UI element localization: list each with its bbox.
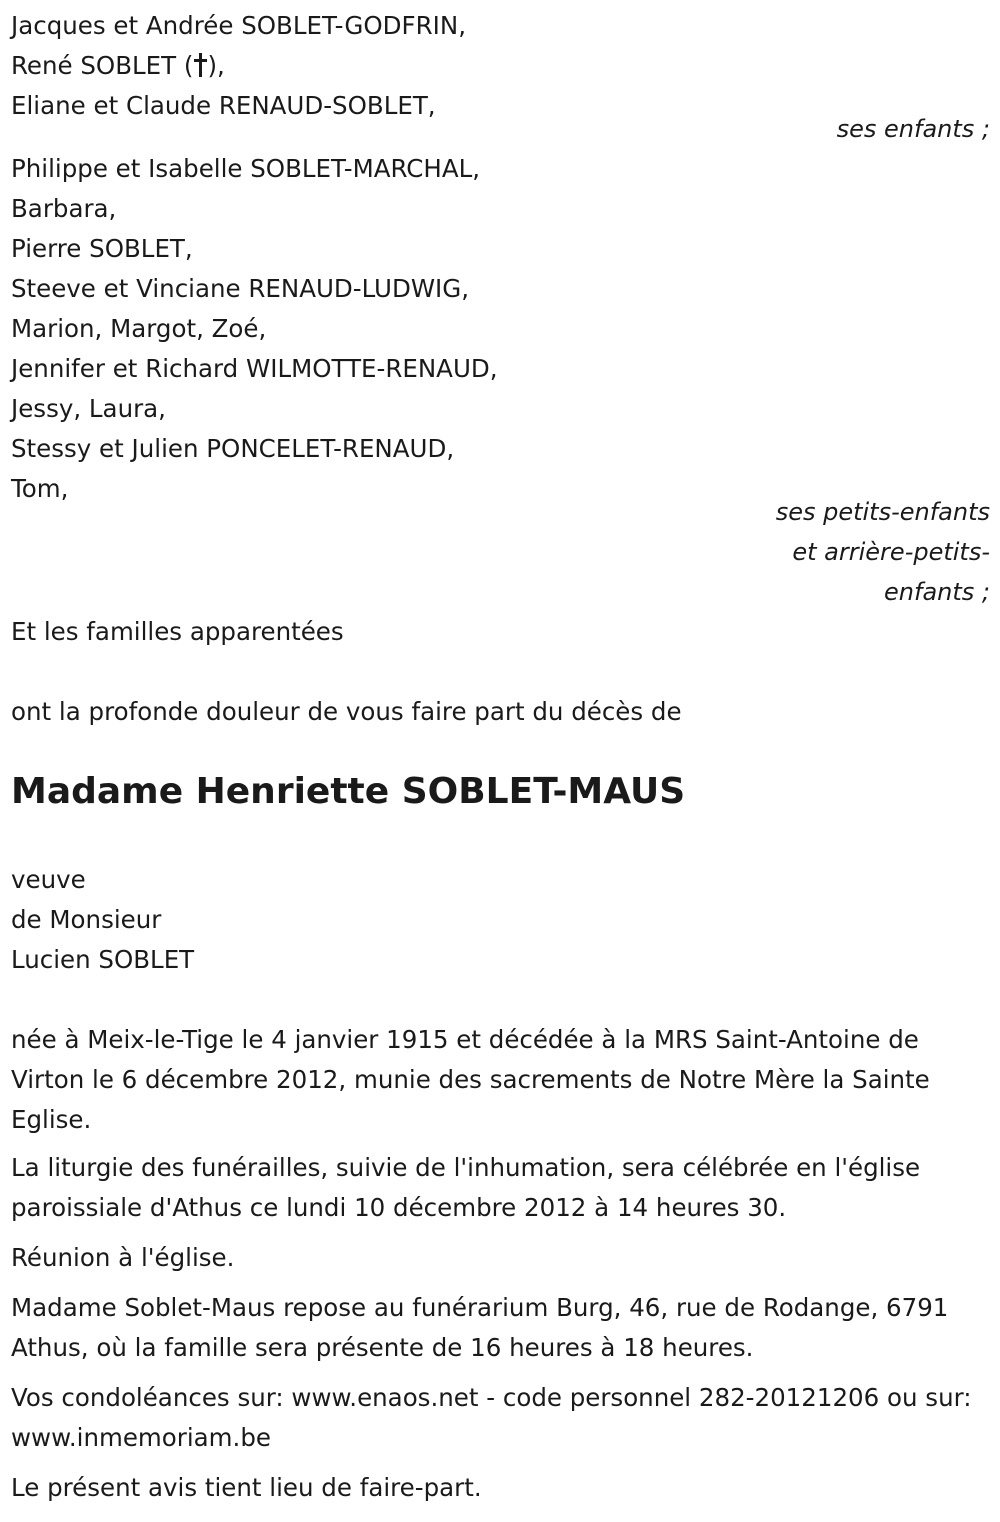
grandchild-line: Tom, [11, 474, 69, 503]
child-line-1: Jacques et Andrée SOBLET-GODFRIN, [11, 11, 467, 40]
grandchild-line: Steeve et Vinciane RENAUD-LUDWIG, [11, 274, 470, 303]
grandchildren-role-3: enfants ; [884, 578, 990, 606]
families-line: Et les familles apparentées [11, 617, 344, 646]
meeting-paragraph: Réunion à l'église. [11, 1243, 235, 1272]
birth-death-paragraph: née à Meix-le-Tige le 4 janvier 1915 et décédée à la MRS Saint-Antoine de Virton le 6 décembre 2012, munie des sacrements de Notre Mère la Sainte Eglise. [11, 1025, 930, 1134]
children-role: ses enfants ; [836, 115, 990, 143]
funeral-paragraph: La liturgie des funérailles, suivie de l'inhumation, sera célébrée en l'église paroissiale d'Athus ce lundi 10 décembre 2012 à 14 heures 30. [11, 1153, 921, 1222]
grandchild-line: Stessy et Julien PONCELET-RENAUD, [11, 434, 455, 463]
widow-line-1: veuve [11, 865, 86, 894]
child-line-2-name: René SOBLET ( [11, 51, 194, 80]
widow-line-3: Lucien SOBLET [11, 945, 195, 974]
grandchild-line: Jessy, Laura, [11, 394, 166, 423]
grandchild-line: Philippe et Isabelle SOBLET-MARCHAL, [11, 154, 481, 183]
grandchild-line: Jennifer et Richard WILMOTTE-RENAUD, [11, 354, 498, 383]
condolences-paragraph: Vos condoléances sur: www.enaos.net - code personnel 282-20121206 ou sur: www.inmemoriam.be [11, 1383, 972, 1452]
cross-icon [194, 51, 206, 77]
grandchildren-role-2: et arrière-petits- [792, 538, 990, 566]
grandchildren-role-1: ses petits-enfants [775, 498, 990, 526]
child-line-3: Eliane et Claude RENAUD-SOBLET, [11, 91, 436, 120]
deceased-name: Madame Henriette SOBLET-MAUS [11, 771, 686, 812]
widow-line-2: de Monsieur [11, 905, 162, 934]
notice-paragraph: Le présent avis tient lieu de faire-part. [11, 1473, 482, 1502]
grandchild-line: Barbara, [11, 194, 117, 223]
grandchild-line: Marion, Margot, Zoé, [11, 314, 267, 343]
rest-paragraph: Madame Soblet-Maus repose au funérarium Burg, 46, rue de Rodange, 6791 Athus, où la famille sera présente de 16 heures à 18 heures. [11, 1293, 949, 1362]
grandchild-line: Pierre SOBLET, [11, 234, 193, 263]
child-line-2-close: ), [207, 51, 225, 80]
announcement-line: ont la profonde douleur de vous faire part du décès de [11, 697, 682, 726]
child-line-2 [11, 46, 225, 86]
